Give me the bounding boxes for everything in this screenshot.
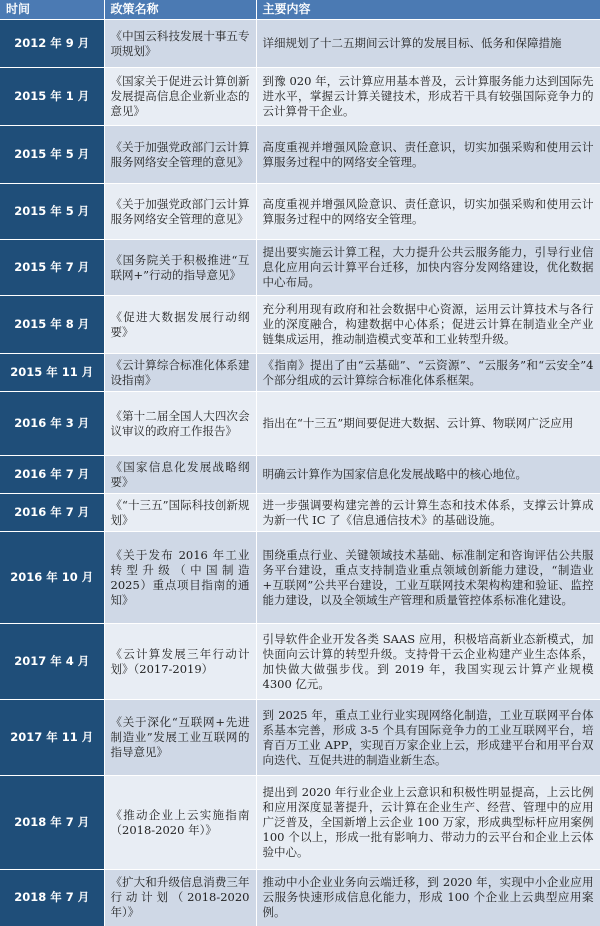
row-policy: 《关于深化“互联网+先进制造业”发展工业互联网的指导意见》: [104, 700, 256, 776]
row-content: 进一步强调要构建完善的云计算生态和技术体系，支撑云计算成为新一代 IC 了《信息通信技术》的基础设施。: [256, 494, 600, 532]
row-time: 2016 年 7 月: [0, 456, 104, 494]
row-time: 2012 年 9 月: [0, 20, 104, 68]
row-policy: 《中国云科技发展十事五专项规划》: [104, 20, 256, 68]
row-policy: 《云计算发展三年行动计划》（2017-2019）: [104, 624, 256, 700]
table-header-row: [0, 0, 600, 20]
row-time: 2017 年 4 月: [0, 624, 104, 700]
table-row: [0, 776, 600, 870]
row-content: 指出在“十三五”期间要促进大数据、云计算、物联网广泛应用: [256, 392, 600, 456]
table-row: [0, 494, 600, 532]
row-content: 到 2025 年，重点工业行业实现网络化制造，工业互联网平台体系基本完善，形成 3-5 个具有国际竞争力的工业互联网平台，培育百万工业 APP，实现百万家企业上云，形成建平台和用平台双向迭代、互促共进的制造业新生态。: [256, 700, 600, 776]
row-content: 高度重视并增强风险意识、责任意识，切实加强采购和使用云计算服务过程中的网络安全管理。: [256, 126, 600, 184]
row-time: 2015 年 1 月: [0, 68, 104, 126]
row-time: 2015 年 5 月: [0, 126, 104, 184]
row-time: 2017 年 11 月: [0, 700, 104, 776]
row-time: 2015 年 7 月: [0, 240, 104, 296]
row-content: 到豫 020 年，云计算应用基本普及，云计算服务能力达到国际先进水平，掌握云计算关键技术，形成若干具有较强国际竞争力的云计算骨干企业。: [256, 68, 600, 126]
row-content: 引导软件企业开发各类 SAAS 应用，积极培高新业态新模式，加快面向云计算的转型升级。支持骨干云企业构建产业生态体系，加快做大做强步伐。到 2019 年，我国实现云计算产业规模 4300 亿元。: [256, 624, 600, 700]
table-row: [0, 68, 600, 126]
row-policy: 《云计算综合标准化体系建设指南》: [104, 354, 256, 392]
row-content: 提出到 2020 年行业企业上云意识和积极性明显提高，上云比例和应用深度显著提升，云计算在企业生产、经营、管理中的应用广泛普及，全国新增上云企业 100 万家，形成典型标杆应用案例 100 个以上，形成一批有影响力、带动力的云平台和企业上云体验中心。: [256, 776, 600, 870]
row-content: 充分利用现有政府和社会数据中心资源，运用云计算技术与各行业的深度融合，构建数据中心体系；促进云计算在制造业全产业链集成运用，推动制造模式变革和工业转型升级。: [256, 296, 600, 354]
row-content: 推动中小企业业务向云端迁移，到 2020 年，实现中小企业应用云服务快速形成信息化能力，形成 100 个企业上云典型应用案例。: [256, 870, 600, 926]
table-row: [0, 20, 600, 68]
row-time: 2018 年 7 月: [0, 870, 104, 926]
row-policy: 《促进大数据发展行动纲要》: [104, 296, 256, 354]
header-content: 主要内容: [256, 0, 600, 20]
header-policy: 政策名称: [104, 0, 256, 20]
row-policy: 《国务院关于积极推进“互联网+”行动的指导意见》: [104, 240, 256, 296]
row-time: 2018 年 7 月: [0, 776, 104, 870]
row-policy: 《“十三五”国际科技创新规划》: [104, 494, 256, 532]
table-row: [0, 456, 600, 494]
row-content: 围绕重点行业、关键领域技术基础、标准制定和咨询评估公共服务平台建设，重点支持制造业重点领域创新能力建设，“制造业+互联网”公共平台建设，工业互联网技术架构构建和验证、监控能力建设，以及全领域生产管理和质量管控体系标准化建设。: [256, 532, 600, 624]
row-policy: 《国家关于促进云计算创新发展提高信息企业新业态的意见》: [104, 68, 256, 126]
row-policy: 《推动企业上云实施指南（2018-2020 年）》: [104, 776, 256, 870]
row-content: 详细规划了十二五期间云计算的发展目标、低务和保障措施: [256, 20, 600, 68]
table-row: [0, 184, 600, 240]
table-row: [0, 240, 600, 296]
table-row: [0, 354, 600, 392]
table-row: [0, 700, 600, 776]
header-time: 时间: [0, 0, 104, 20]
table-row: [0, 532, 600, 624]
table-row: [0, 126, 600, 184]
row-time: 2015 年 5 月: [0, 184, 104, 240]
table-row: [0, 296, 600, 354]
row-policy: 《关于加强党政部门云计算服务网络安全管理的意见》: [104, 126, 256, 184]
row-policy: 《国家信息化发展战略纲要》: [104, 456, 256, 494]
row-time: 2016 年 3 月: [0, 392, 104, 456]
row-policy: 《关于加强党政部门云计算服务网络安全管理的意见》: [104, 184, 256, 240]
row-time: 2016 年 10 月: [0, 532, 104, 624]
row-time: 2015 年 8 月: [0, 296, 104, 354]
row-content: 提出要实施云计算工程，大力提升公共云服务能力，引导行业信息化应用向云计算平台迁移，加快内容分发网络建设，优化数据中心布局。: [256, 240, 600, 296]
table-row: [0, 624, 600, 700]
row-content: 明确云计算作为国家信息化发展战略中的核心地位。: [256, 456, 600, 494]
row-time: 2015 年 11 月: [0, 354, 104, 392]
row-content: 《指南》提出了由“云基础”、“云资源”、“云服务”和“云安全”4 个部分组成的云计算综合标准化体系框架。: [256, 354, 600, 392]
table-row: [0, 870, 600, 926]
table-row: [0, 392, 600, 456]
row-policy: 《关于发布 2016 年工业转型升级（中国制造 2025）重点项目指南的通知》: [104, 532, 256, 624]
row-time: 2016 年 7 月: [0, 494, 104, 532]
row-policy: 《扩大和升级信息消费三年行动计划（2018-2020 年）》: [104, 870, 256, 926]
row-policy: 《第十二届全国人大四次会议审议的政府工作报告》: [104, 392, 256, 456]
row-content: 高度重视并增强风险意识、责任意识，切实加强采购和使用云计算服务过程中的网络安全管理。: [256, 184, 600, 240]
